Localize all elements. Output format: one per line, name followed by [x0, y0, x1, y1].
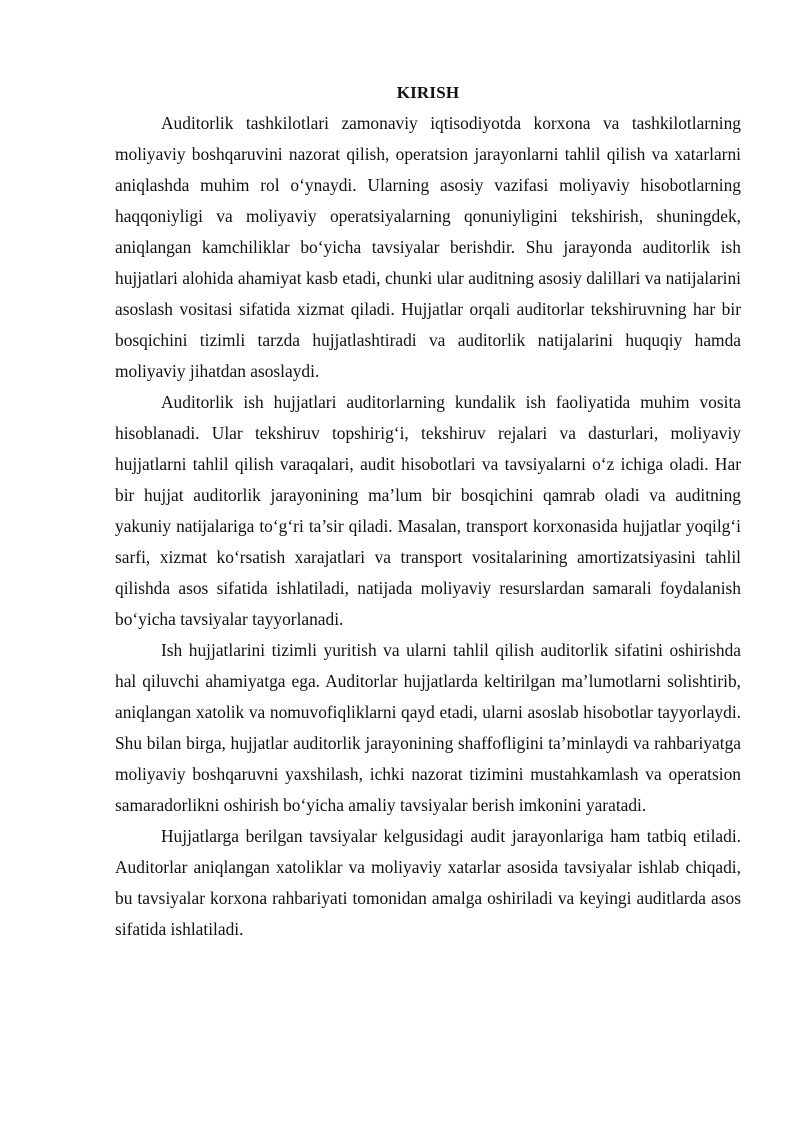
document-page: [115, 78, 741, 945]
page-title: KIRISH: [396, 83, 460, 102]
paragraph-1: Auditorlik tashkilotlari zamonaviy iqtisodiyotda korxona va tashkilotlarning moliyaviy boshqaruvini nazorat qilish, operatsion jarayonlarni tahlil qilish va xatarlarni aniqlashda muhim rol o‘ynaydi. Ularning asosiy vazifasi moliyaviy hisobotlarning haqqoniyligi va moliyaviy operatsiyalarning qonuniyligini tekshirish, shuningdek, aniqlangan kamchiliklar bo‘yicha tavsiyalar berishdir. Shu jarayonda auditorlik ish hujjatlari alohida ahamiyat kasb etadi, chunki ular auditning asosiy dalillari va natijalarini asoslash vositasi sifatida xizmat qiladi. Hujjatlar orqali auditorlar tekshiruvning har bir bosqichini tizimli tarzda hujjatlashtiradi va auditorlik natijalarini huquqiy hamda moliyaviy jihatdan asoslaydi.: [115, 113, 741, 381]
paragraph-3: Ish hujjatlarini tizimli yuritish va ularni tahlil qilish auditorlik sifatini oshirishda hal qiluvchi ahamiyatga ega. Auditorlar hujjatlarda keltirilgan ma’lumotlarni solishtirib, aniqlangan xatolik va nomuvofiqliklarni qayd etadi, ularni asoslab hisobotlar tayyorlaydi. Shu bilan birga, hujjatlar auditorlik jarayonining shaffofligini ta’minlaydi va rahbariyatga moliyaviy boshqaruvni yaxshilash, ichki nazorat tizimini mustahkamlash va operatsion samaradorlikni oshirish bo‘yicha amaliy tavsiyalar berish imkonini yaratadi.: [115, 640, 741, 815]
paragraph-4: Hujjatlarga berilgan tavsiyalar kelgusidagi audit jarayonlariga ham tatbiq etiladi. Auditorlar aniqlangan xatoliklar va moliyaviy xatarlar asosida tavsiyalar ishlab chiqadi, bu tavsiyalar korxona rahbariyati tomonidan amalga oshiriladi va keyingi auditlarda asos sifatida ishlatiladi.: [115, 826, 741, 939]
paragraph-2: Auditorlik ish hujjatlari auditorlarning kundalik ish faoliyatida muhim vosita hisoblanadi. Ular tekshiruv topshirig‘i, tekshiruv rejalari va dasturlari, moliyaviy hujjatlarni tahlil qilish varaqalari, audit hisobotlari va tavsiyalarni o‘z ichiga oladi. Har bir hujjat auditorlik jarayonining ma’lum bir bosqichini qamrab oladi va auditning yakuniy natijalariga to‘g‘ri ta’sir qiladi. Masalan, transport korxonasida hujjatlar yoqilg‘i sarfi, xizmat ko‘rsatish xarajatlari va transport vositalarining amortizatsiyasini tahlil qilishda asos sifatida ishlatiladi, natijada moliyaviy resurslardan samarali foydalanish bo‘yicha tavsiyalar tayyorlanadi.: [115, 392, 741, 629]
